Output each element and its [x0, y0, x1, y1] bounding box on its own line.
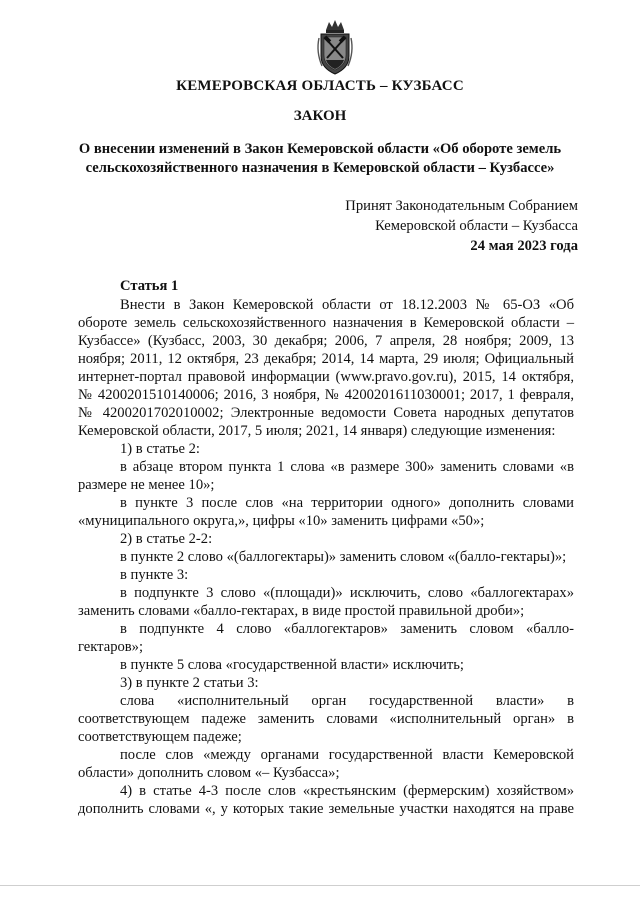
- law-title-line: О внесении изменений в Закон Кемеровской области «Об обороте земель: [78, 141, 562, 157]
- adoption-date: 24 мая 2023 года: [470, 238, 578, 254]
- article-paragraph: в пункте 3 после слов «на территории одного» дополнить словами «муниципального округа,», цифры «10» заменить цифрами «50»;: [78, 495, 574, 529]
- article-paragraph: Внести в Закон Кемеровской области от 18.12.2003 № 65-ОЗ «Об обороте земель сельскохозяйственного назначения в Кемеровской области – Кузбассе» (Кузбасс, 2003, 30 декабря; 2006, 7 апреля, 28 ноября; 2009, 13 ноября; 2011, 12 октября, 23 декабря; 2014, 14 марта, 29 июля; Официальный интернет-портал правовой информации (www.pravo.gov.ru), 2015, 14 октября, № 4200201510140006; 2016, 3 ноября, № 4200201611030001; 2017, 1 февраля, № 4200201702010002; Электронные ведомости Совета народных депутатов Кемеровской области, 2017, 5 июля; 2021, 14 января) следующие изменения:: [78, 297, 574, 439]
- article-heading: Статья 1: [120, 278, 179, 294]
- article-paragraph: слова «исполнительный орган государственной власти» в соответствующем падеже заменить словами «исполнительный орган» в соответствующем падеже;: [78, 693, 574, 745]
- adoption-line: Принят Законодательным Собранием: [345, 198, 578, 214]
- article-paragraph: 2) в статье 2-2:: [120, 531, 213, 547]
- adoption-line: Кемеровской области – Кузбасса: [375, 218, 578, 234]
- law-title: [0, 140, 640, 178]
- article-paragraph: в пункте 2 слово «(баллогектары)» заменить словом «(балло-гектары)»;: [120, 549, 567, 565]
- article-paragraph: 3) в пункте 2 статьи 3:: [120, 675, 259, 691]
- article-paragraph: 1) в статье 2:: [120, 441, 200, 457]
- article-paragraph: в пункте 5 слова «государственной власти» исключить;: [120, 657, 464, 673]
- article-paragraph: после слов «между органами государственной власти Кемеровской области» дополнить словом «– Кузбасса»;: [78, 747, 574, 781]
- article-paragraph: 4) в статье 4-3 после слов «крестьянским (фермерским) хозяйством» дополнить словами «, у которых такие земельные участки находятся на праве: [78, 783, 574, 817]
- article-paragraph: в абзаце втором пункта 1 слова «в размере 300» заменить словами «в размере не менее 10»;: [78, 459, 574, 493]
- coat-of-arms-emblem: [314, 18, 356, 78]
- article-body: [78, 296, 574, 818]
- document-type-heading: ЗАКОН: [293, 108, 347, 124]
- article-paragraph: в пункте 3:: [120, 567, 189, 583]
- law-title-line: сельскохозяйственного назначения в Кемеровской области – Кузбассе»: [85, 160, 555, 176]
- article-paragraph: в подпункте 4 слово «баллогектаров» заменить словом «балло-гектаров»;: [78, 621, 574, 655]
- region-heading: КЕМЕРОВСКАЯ ОБЛАСТЬ – КУЗБАСС: [176, 78, 464, 94]
- adoption-block: [345, 196, 578, 256]
- article-paragraph: в подпункте 3 слово «(площади)» исключить, слово «баллогектарах» заменить словами «балло-гектарах, в виде простой правильной дроби»;: [78, 585, 574, 619]
- page-bottom-edge: [0, 885, 640, 886]
